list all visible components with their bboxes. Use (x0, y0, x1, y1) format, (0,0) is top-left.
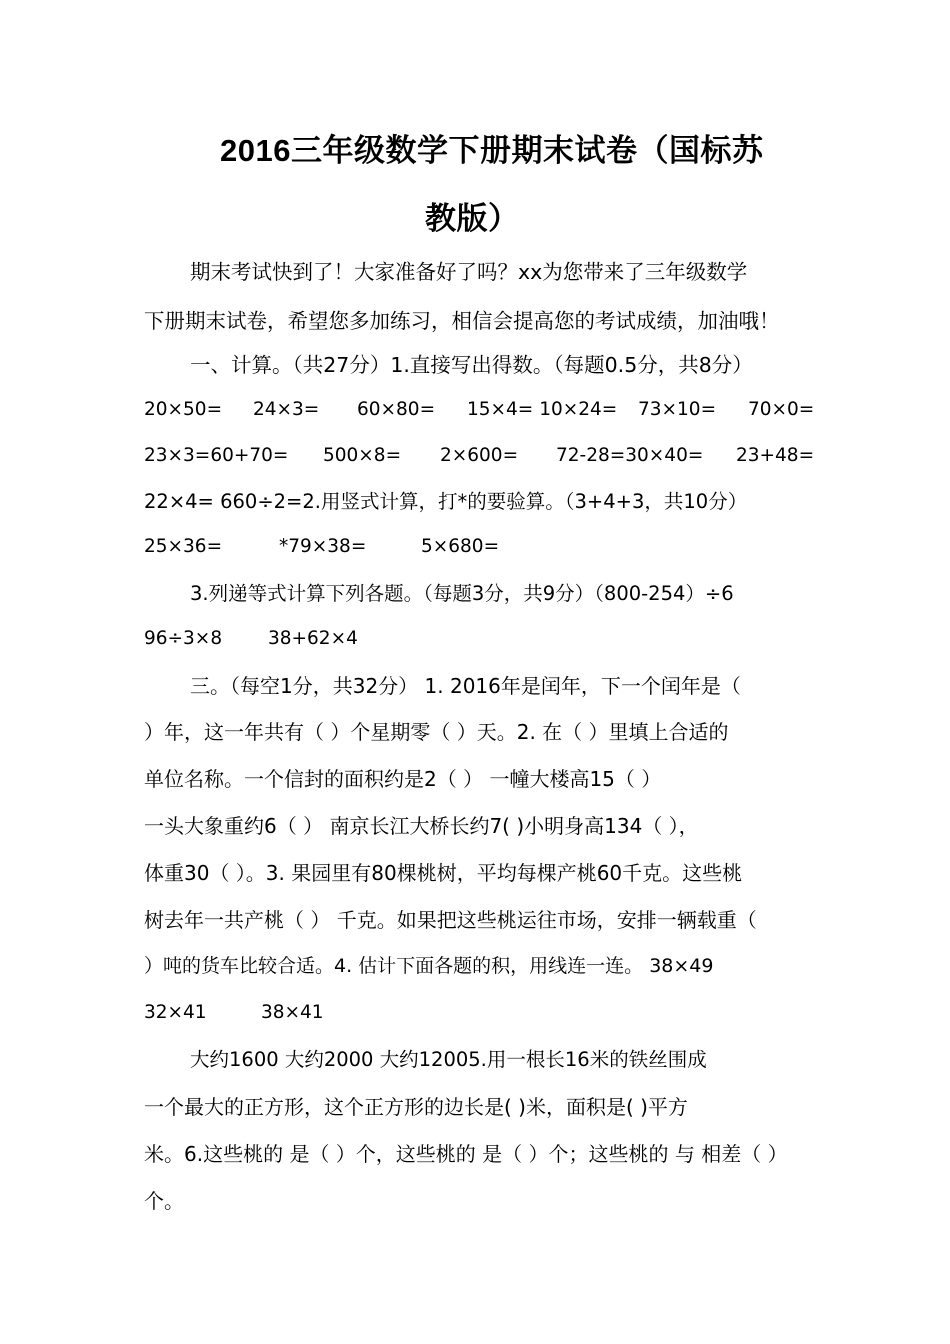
question-3-line: 3.列递等式计算下列各题。（每题3分，共9分）（800-254）÷6 (190, 582, 734, 605)
question-6-line-2: 个。 (144, 1189, 184, 1213)
document-title-line-1: 2016三年级数学下册期末试卷（国标苏 (220, 133, 764, 168)
calc-item: 72-28=30×40= (556, 445, 704, 466)
calc-item: 73×10= (638, 399, 717, 420)
calc-item: 500×8= (323, 445, 402, 466)
section-1-heading: 一、计算。（共27分）1.直接写出得数。（每题0.5分，共8分） (190, 353, 753, 377)
section-3-line-4: 一头大象重约6（ ） 南京长江大桥长约7( )小明身高134（ ）， (144, 814, 699, 838)
question-5-line-1: 大约1600 大约2000 大约12005.用一根长16米的铁丝围成 (190, 1048, 707, 1071)
question-6-line-1: 米。6.这些桃的 是（ ）个，这些桃的 是（ ）个；这些桃的 与 相差（ ） (144, 1142, 788, 1166)
section-3-line-5: 体重30（ ）。3. 果园里有80棵桃树，平均每棵产桃60千克。这些桃 (144, 861, 743, 885)
calc-row-3: 22×4= 660÷2=2.用竖式计算，打*的要验算。（3+4+3，共10分） (144, 490, 748, 513)
calc-item: 24×3= (253, 399, 320, 420)
calc-item: 38+62×4 (268, 628, 358, 649)
calc-item: 60×80= (357, 399, 436, 420)
calc-item: 25×36= (144, 536, 223, 557)
section-3-line-7: ）吨的货车比较合适。4. 估计下面各题的积，用线连一连。 38×49 (144, 955, 714, 977)
calc-item: 20×50= (144, 399, 223, 420)
calc-item: 23+48= (736, 445, 815, 466)
calc-item: *79×38= (279, 536, 367, 557)
question-5-line-2: 一个最大的正方形，这个正方形的边长是( )米，面积是( )平方 (144, 1095, 688, 1119)
intro-line-2: 下册期末试卷，希望您多加练习，相信会提高您的考试成绩，加油哦！ (144, 309, 780, 333)
calc-item: 5×680= (421, 536, 500, 557)
intro-line-1: 期末考试快到了！大家准备好了吗？xx为您带来了三年级数学 (190, 260, 748, 284)
section-3-line-2: ）年，这一年共有（ ）个星期零（ ）天。2. 在（ ）里填上合适的 (144, 720, 729, 744)
calc-item: 23×3=60+70= (144, 445, 289, 466)
calc-item: 2×600= (440, 445, 519, 466)
document-title-line-2: 教版） (425, 201, 520, 236)
calc-item: 96÷3×8 (144, 628, 223, 649)
calc-item: 70×0= (748, 399, 815, 420)
section-3-line-3: 单位名称。一个信封的面积约是2（ ） 一幢大楼高15（ ） (144, 767, 662, 791)
calc-item: 38×41 (261, 1002, 324, 1023)
calc-item: 32×41 (144, 1002, 207, 1023)
section-3-line-1: 三。（每空1分，共32分） 1. 2016年是闰年，下一个闰年是（ (190, 674, 741, 698)
section-3-line-6: 树去年一共产桃（ ） 千克。如果把这些桃运往市场，安排一辆载重（ (144, 908, 757, 932)
calc-item: 15×4= 10×24= (467, 399, 618, 420)
